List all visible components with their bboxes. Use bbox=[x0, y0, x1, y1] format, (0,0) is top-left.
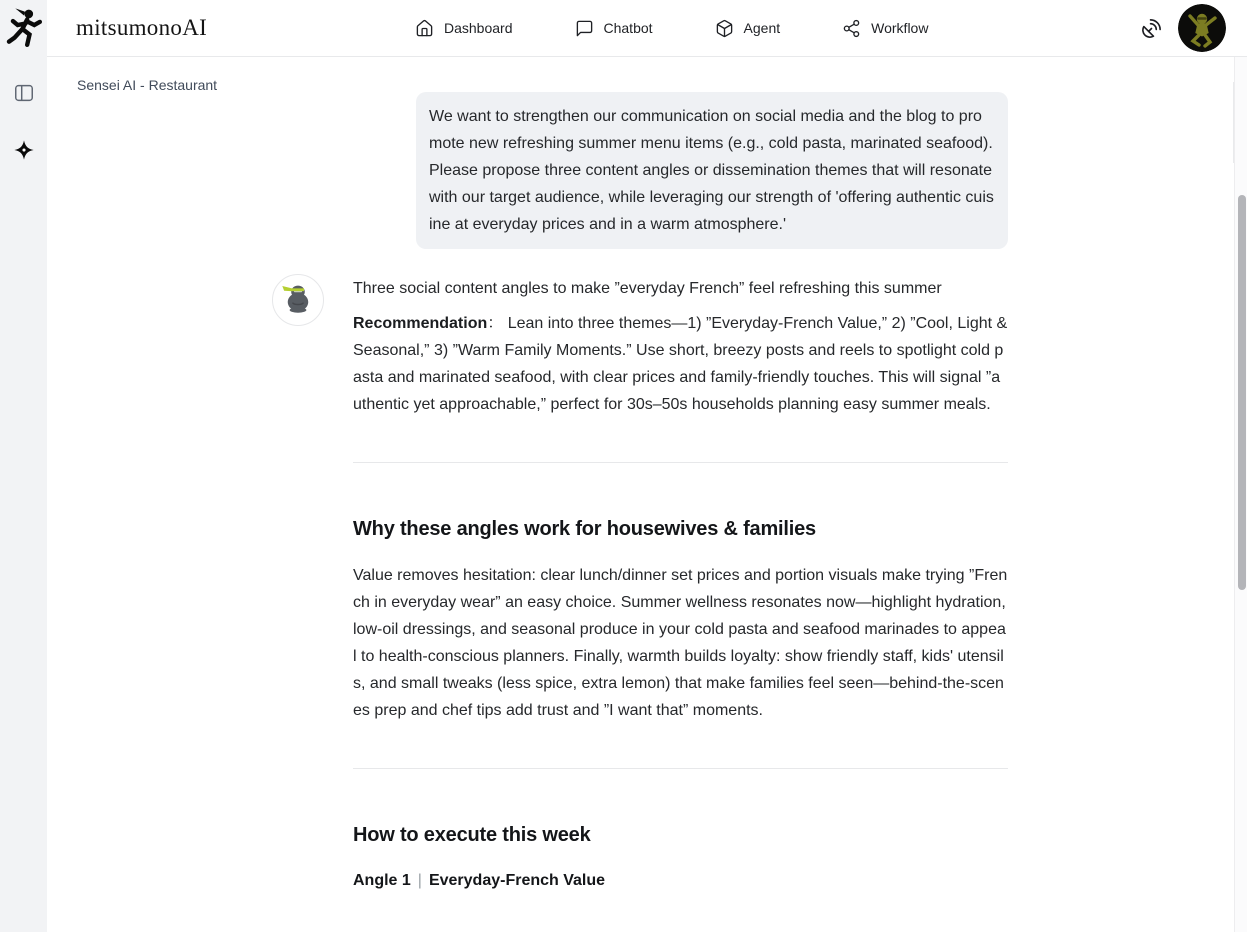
nav-label: Workflow bbox=[871, 20, 929, 36]
recommendation-body: ： Lean into three themes—1) ”Everyday-French Value,” 2) ”Cool, Light & Seasonal,” 3) ”Warm Family Moments.” Use short, breezy posts and reels to spotlight cold pasta and marinated seafood, with clear prices and family-friendly touches. This will signal ”authentic yet approachable,” perfect for 30s–50s households planning easy summer meals. bbox=[353, 315, 1008, 413]
satellite-dish-icon[interactable] bbox=[1140, 17, 1163, 40]
message-square-icon bbox=[575, 19, 594, 38]
main-nav bbox=[415, 0, 928, 56]
user-message-bubble: We want to strengthen our communication on social media and the blog to promote new refreshing summer menu items (e.g., cold pasta, marinated seafood). Please propose three content angles or dissemination themes that will resonate with our target audience, while leveraging our strength of 'offering authentic cuisine at everyday prices and in a warm atmosphere.' bbox=[416, 92, 1008, 249]
nav-right-actions bbox=[1140, 0, 1226, 56]
section-divider bbox=[353, 768, 1008, 769]
assistant-response bbox=[353, 275, 1008, 891]
section2-title: How to execute this week bbox=[353, 824, 591, 846]
response-intro: Three social content angles to make ”everyday French” feel refreshing this summer bbox=[353, 280, 942, 297]
brand-logo-running-ninja-icon[interactable] bbox=[5, 6, 43, 52]
section1-body: Value removes hesitation: clear lunch/dinner set prices and portion visuals make trying ”French in everyday wear” an easy choice. Summer wellness resonates now—highlight hydration, low-oil dressings, and seasonal produce in your cold pasta and seafood marinades to appeal to health-conscious planners. Finally, warmth builds loyalty: show friendly staff, kids' utensils, and small tweaks (less spice, extra lemon) that make families feel seen—behind-the-scenes prep and chef tips add trust and ”I want that” moments. bbox=[353, 567, 1008, 719]
nav-item-dashboard[interactable] bbox=[415, 19, 513, 38]
chat-main bbox=[47, 57, 1233, 932]
left-rail bbox=[0, 0, 47, 932]
breadcrumb: Sensei AI - Restaurant bbox=[77, 77, 218, 93]
nav-label: Chatbot bbox=[603, 20, 653, 36]
nav-item-chatbot[interactable] bbox=[575, 19, 653, 38]
user-avatar-ninja[interactable] bbox=[1178, 4, 1226, 52]
angle-label: Angle 1 bbox=[353, 872, 411, 889]
section-divider bbox=[353, 462, 1008, 463]
angle-title: Everyday-French Value bbox=[428, 872, 606, 889]
meditating-ninja-icon bbox=[279, 278, 317, 323]
angle-subheading bbox=[353, 871, 1008, 891]
nav-label: Agent bbox=[743, 20, 781, 36]
sparkle-icon[interactable] bbox=[11, 137, 36, 162]
panel-toggle-icon[interactable] bbox=[11, 80, 36, 105]
top-navbar bbox=[47, 0, 1247, 57]
nav-item-workflow[interactable] bbox=[842, 19, 928, 38]
box-icon bbox=[715, 19, 734, 38]
home-icon bbox=[415, 19, 434, 38]
share-icon bbox=[842, 19, 861, 38]
nav-label: Dashboard bbox=[444, 20, 513, 36]
brand-title[interactable]: mitsumonoAI bbox=[76, 15, 208, 40]
angle-separator: | bbox=[417, 872, 422, 889]
recommendation-label: Recommendation bbox=[353, 315, 488, 332]
nav-item-agent[interactable] bbox=[715, 19, 781, 38]
vertical-scrollbar-thumb[interactable] bbox=[1238, 195, 1246, 590]
assistant-avatar bbox=[272, 274, 324, 326]
recommendation-paragraph bbox=[353, 310, 1008, 418]
section1-title: Why these angles work for housewives & families bbox=[353, 518, 816, 540]
vertical-scrollbar-track[interactable] bbox=[1234, 57, 1247, 932]
